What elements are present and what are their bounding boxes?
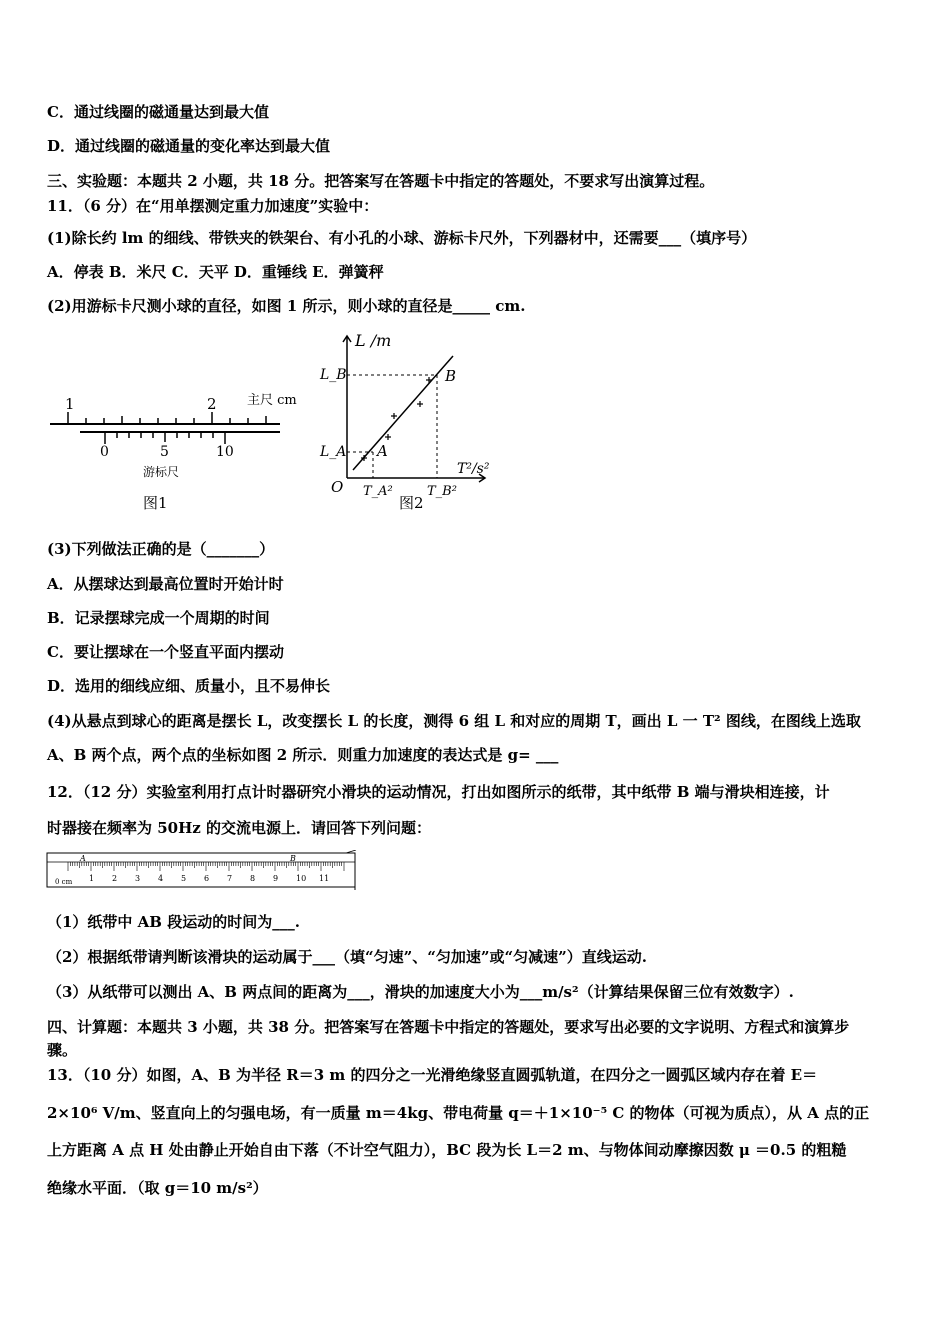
- tb-label: T_B²: [427, 484, 457, 499]
- tape-number: 2: [112, 874, 118, 883]
- section-4-heading-line-2: 骤。: [47, 1041, 78, 1059]
- tape-number: 9: [273, 874, 279, 883]
- tape-point-a: A: [80, 854, 86, 863]
- ta-label: T_A²: [363, 484, 393, 499]
- y-axis-label: L /m: [355, 331, 392, 350]
- question-12-line-2: 时器接在频率为 50Hz 的交流电源上．请回答下列问题：: [47, 819, 432, 837]
- tape-point-b: B: [290, 854, 296, 863]
- tape-number: 1: [89, 874, 95, 883]
- tape-number: 11: [319, 874, 330, 883]
- question-11-part-3-option-b: B．记录摆球完成一个周期的时间: [47, 609, 270, 627]
- tape-number: 3: [135, 874, 141, 883]
- question-12-part-2: （2）根据纸带请判断该滑块的运动属于___（填“匀速”、“匀加速”或“匀减速”）直线运动.: [47, 948, 647, 966]
- main-tick-1: 1: [65, 395, 75, 413]
- question-11-part-3-option-a: A．从摆球达到最高位置时开始计时: [47, 575, 284, 593]
- tape-number: 4: [158, 874, 164, 883]
- figure-2-caption: 图2: [399, 494, 424, 512]
- origin-label: O: [331, 478, 344, 496]
- question-11-part-4-line-2: A、B 两个点，两个点的坐标如图 2 所示．则重力加速度的表达式是 g= ___: [47, 746, 559, 764]
- question-13-line-4: 绝缘水平面．（取 g＝10 m/s²）: [47, 1179, 268, 1197]
- tape-number: 10: [296, 874, 307, 883]
- option-d: D．通过线圈的磁通量的变化率达到最大值: [47, 137, 331, 155]
- vernier-scale-label: 游标尺: [143, 465, 180, 479]
- option-c: C．通过线圈的磁通量达到最大值: [47, 103, 269, 121]
- tape-unit: 0 cm: [55, 878, 73, 886]
- lb-label: L_B: [320, 367, 347, 383]
- vernier-tick-0: 0: [100, 444, 109, 460]
- question-12-line-1: 12．（12 分）实验室利用打点计时器研究小滑块的运动情况，打出如图所示的纸带，其中纸带 B 端与滑块相连接，计: [47, 783, 830, 801]
- tape-number: 6: [204, 874, 210, 883]
- question-12-part-1: （1）纸带中 AB 段运动的时间为___.: [47, 913, 300, 931]
- vernier-tick-10: 10: [216, 444, 234, 460]
- vernier-tick-5: 5: [160, 444, 169, 460]
- section-3-heading: 三、实验题：本题共 2 小题，共 18 分。把答案写在答题卡中指定的答题处，不要求写出演算过程。: [47, 172, 715, 190]
- x-axis-label: T²/s²: [457, 461, 490, 477]
- tape-number: 8: [250, 874, 256, 883]
- main-scale-label: 主尺 cm: [247, 393, 297, 408]
- question-11-part-4-line-1: (4)从悬点到球心的距离是摆长 L，改变摆长 L 的长度，测得 6 组 L 和对应的周期 T，画出 L 一 T² 图线，在图线上选取: [47, 712, 861, 730]
- main-tick-2: 2: [207, 395, 217, 413]
- question-13-line-2: 2×10⁶ V/m、竖直向上的匀强电场，有一质量 m＝4kg、带电荷量 q＝＋1×10⁻⁵ C 的物体（可视为质点），从 A 点的正: [47, 1104, 870, 1122]
- question-11-part-2: (2)用游标卡尺测小球的直径，如图 1 所示，则小球的直径是_____ cm.: [47, 297, 526, 315]
- question-11-title: 11．（6 分）在“用单摆测定重力加速度”实验中：: [47, 197, 379, 215]
- question-11-part-1: (1)除长约 lm 的细线、带铁夹的铁架台、有小孔的小球、游标卡尺外，下列器材中，还需要___（填序号）: [47, 229, 757, 247]
- tape-number: 5: [181, 874, 187, 883]
- point-a-label: A: [377, 442, 388, 460]
- point-b-label: B: [445, 367, 457, 385]
- figure-2-graph: [315, 328, 515, 518]
- question-11-part-1-options: A．停表 B．米尺 C．天平 D．重锤线 E．弹簧秤: [47, 263, 384, 281]
- question-11-part-3: (3)下列做法正确的是（_______）: [47, 540, 275, 558]
- paper-tape-ruler-figure: [46, 850, 361, 892]
- question-11-part-3-option-d: D．选用的细线应细、质量小，且不易伸长: [47, 677, 331, 695]
- la-label: L_A: [320, 444, 347, 460]
- question-12-part-3: （3）从纸带可以测出 A、B 两点间的距离为___，滑块的加速度大小为___m/s²（计算结果保留三位有效数字）.: [47, 983, 794, 1001]
- tape-number: 7: [227, 874, 233, 883]
- question-13-line-3: 上方距离 A 点 H 处由静止开始自由下落（不计空气阻力），BC 段为长 L＝2 m、与物体间动摩擦因数 μ ＝0.5 的粗糙: [47, 1141, 847, 1159]
- figure-1-vernier-caliper: [40, 380, 320, 515]
- question-13-line-1: 13．（10 分）如图，A、B 为半径 R＝3 m 的四分之一光滑绝缘竖直圆弧轨道，在四分之一圆弧区域内存在着 E＝: [47, 1066, 818, 1084]
- section-4-heading-line-1: 四、计算题：本题共 3 小题，共 38 分。把答案写在答题卡中指定的答题处，要求写出必要的文字说明、方程式和演算步: [47, 1018, 850, 1036]
- figure-1-caption: 图1: [143, 494, 168, 512]
- question-11-part-3-option-c: C．要让摆球在一个竖直平面内摆动: [47, 643, 284, 661]
